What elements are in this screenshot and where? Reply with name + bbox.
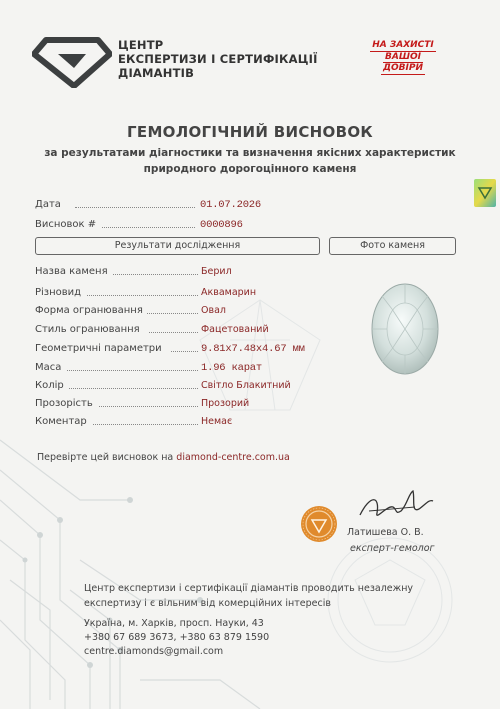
result-label: Стиль огранювання	[35, 324, 140, 335]
result-label: Різновид	[35, 287, 82, 298]
expert-name: Латишева О. В.	[347, 527, 424, 538]
document-subtitle	[20, 145, 480, 177]
result-value: Прозорий	[201, 398, 250, 409]
result-value: Аквамарин	[201, 287, 257, 298]
result-dots	[93, 424, 198, 425]
verification-text: Перевірте цей висновок на	[37, 452, 174, 463]
statement-line1: Центр експертизи і сертифікації діамантів проводить незалежну	[84, 583, 414, 594]
date-dots	[75, 207, 195, 208]
date-label: Дата	[35, 199, 61, 210]
result-row	[35, 343, 355, 356]
document-title: ГЕМОЛОГІЧНИЙ ВИСНОВОК	[127, 123, 373, 141]
contacts-block	[84, 617, 269, 659]
result-label: Геометричні параметри	[35, 343, 162, 354]
result-label: Форма огранювання	[35, 305, 143, 316]
hologram-sticker-icon	[473, 178, 497, 208]
result-dots	[87, 295, 198, 296]
result-label: Коментар	[35, 416, 87, 427]
date-row	[35, 199, 275, 212]
organization-name-line2: ЕКСПЕРТИЗИ І СЕРТИФІКАЦІЇ	[118, 52, 318, 66]
result-dots	[69, 388, 198, 389]
result-label: Назва каменя	[35, 266, 108, 277]
number-label: Висновок #	[35, 219, 97, 230]
number-row	[35, 219, 275, 232]
slogan-line2: ВАШОЇ	[385, 51, 421, 62]
diamond-logo-icon	[32, 36, 112, 88]
slogan-line1: НА ЗАХИСТІ	[372, 40, 434, 50]
expert-title: експерт-гемолог	[350, 543, 435, 554]
organization-name	[118, 38, 318, 80]
number-value: 0000896	[200, 219, 243, 231]
result-row	[35, 380, 355, 393]
slogan-line3: ДОВІРИ	[382, 63, 423, 73]
result-row	[35, 398, 355, 411]
photo-header: Фото каменя	[329, 237, 456, 255]
document-subtitle-line2: природного дорогоцінного каменя	[143, 163, 357, 175]
result-label: Прозорість	[35, 398, 93, 409]
expert-signature	[355, 485, 435, 525]
slogan	[358, 40, 448, 75]
result-row	[35, 324, 355, 337]
result-row	[35, 305, 355, 318]
result-dots	[171, 351, 198, 352]
verification-note	[37, 452, 290, 463]
date-value: 01.07.2026	[200, 199, 262, 211]
contact-email[interactable]: centre.diamonds@gmail.com	[84, 646, 224, 657]
contact-phones: +380 67 689 3673, +380 63 879 1590	[84, 632, 270, 643]
result-dots	[113, 274, 198, 275]
organization-name-line3: ДІАМАНТІВ	[118, 66, 195, 80]
contact-address: Україна, м. Харків, просп. Науки, 43	[84, 618, 264, 629]
stone-photo	[370, 282, 440, 376]
statement-line2: експертизу і є вільним від комерційних інтересів	[84, 598, 331, 609]
result-value: Берил	[201, 266, 232, 277]
independence-statement	[84, 581, 414, 611]
result-row	[35, 362, 355, 375]
result-value: Фацетований	[201, 324, 269, 335]
result-value: 1.96 карат	[201, 362, 263, 374]
result-value: 9.81x7.48x4.67 мм	[201, 343, 305, 355]
result-row	[35, 287, 355, 300]
result-value: Світло Блакитний	[201, 380, 291, 391]
result-value: Немає	[201, 416, 233, 427]
result-dots	[147, 313, 198, 314]
result-label: Маса	[35, 362, 62, 373]
result-value: Овал	[201, 305, 226, 316]
result-row	[35, 416, 355, 429]
result-label: Колір	[35, 380, 64, 391]
organization-name-line1: ЦЕНТР	[118, 38, 164, 52]
result-dots	[67, 370, 198, 371]
results-header: Результати дослідження	[35, 237, 320, 255]
result-dots	[149, 332, 198, 333]
expert-seal-icon	[300, 505, 338, 543]
result-dots	[99, 406, 198, 407]
document-subtitle-line1: за результатами діагностики та визначення якісних характеристик	[44, 147, 456, 159]
result-row	[35, 266, 355, 279]
verification-link[interactable]: diamond-centre.com.ua	[176, 452, 290, 463]
number-dots	[102, 227, 195, 228]
